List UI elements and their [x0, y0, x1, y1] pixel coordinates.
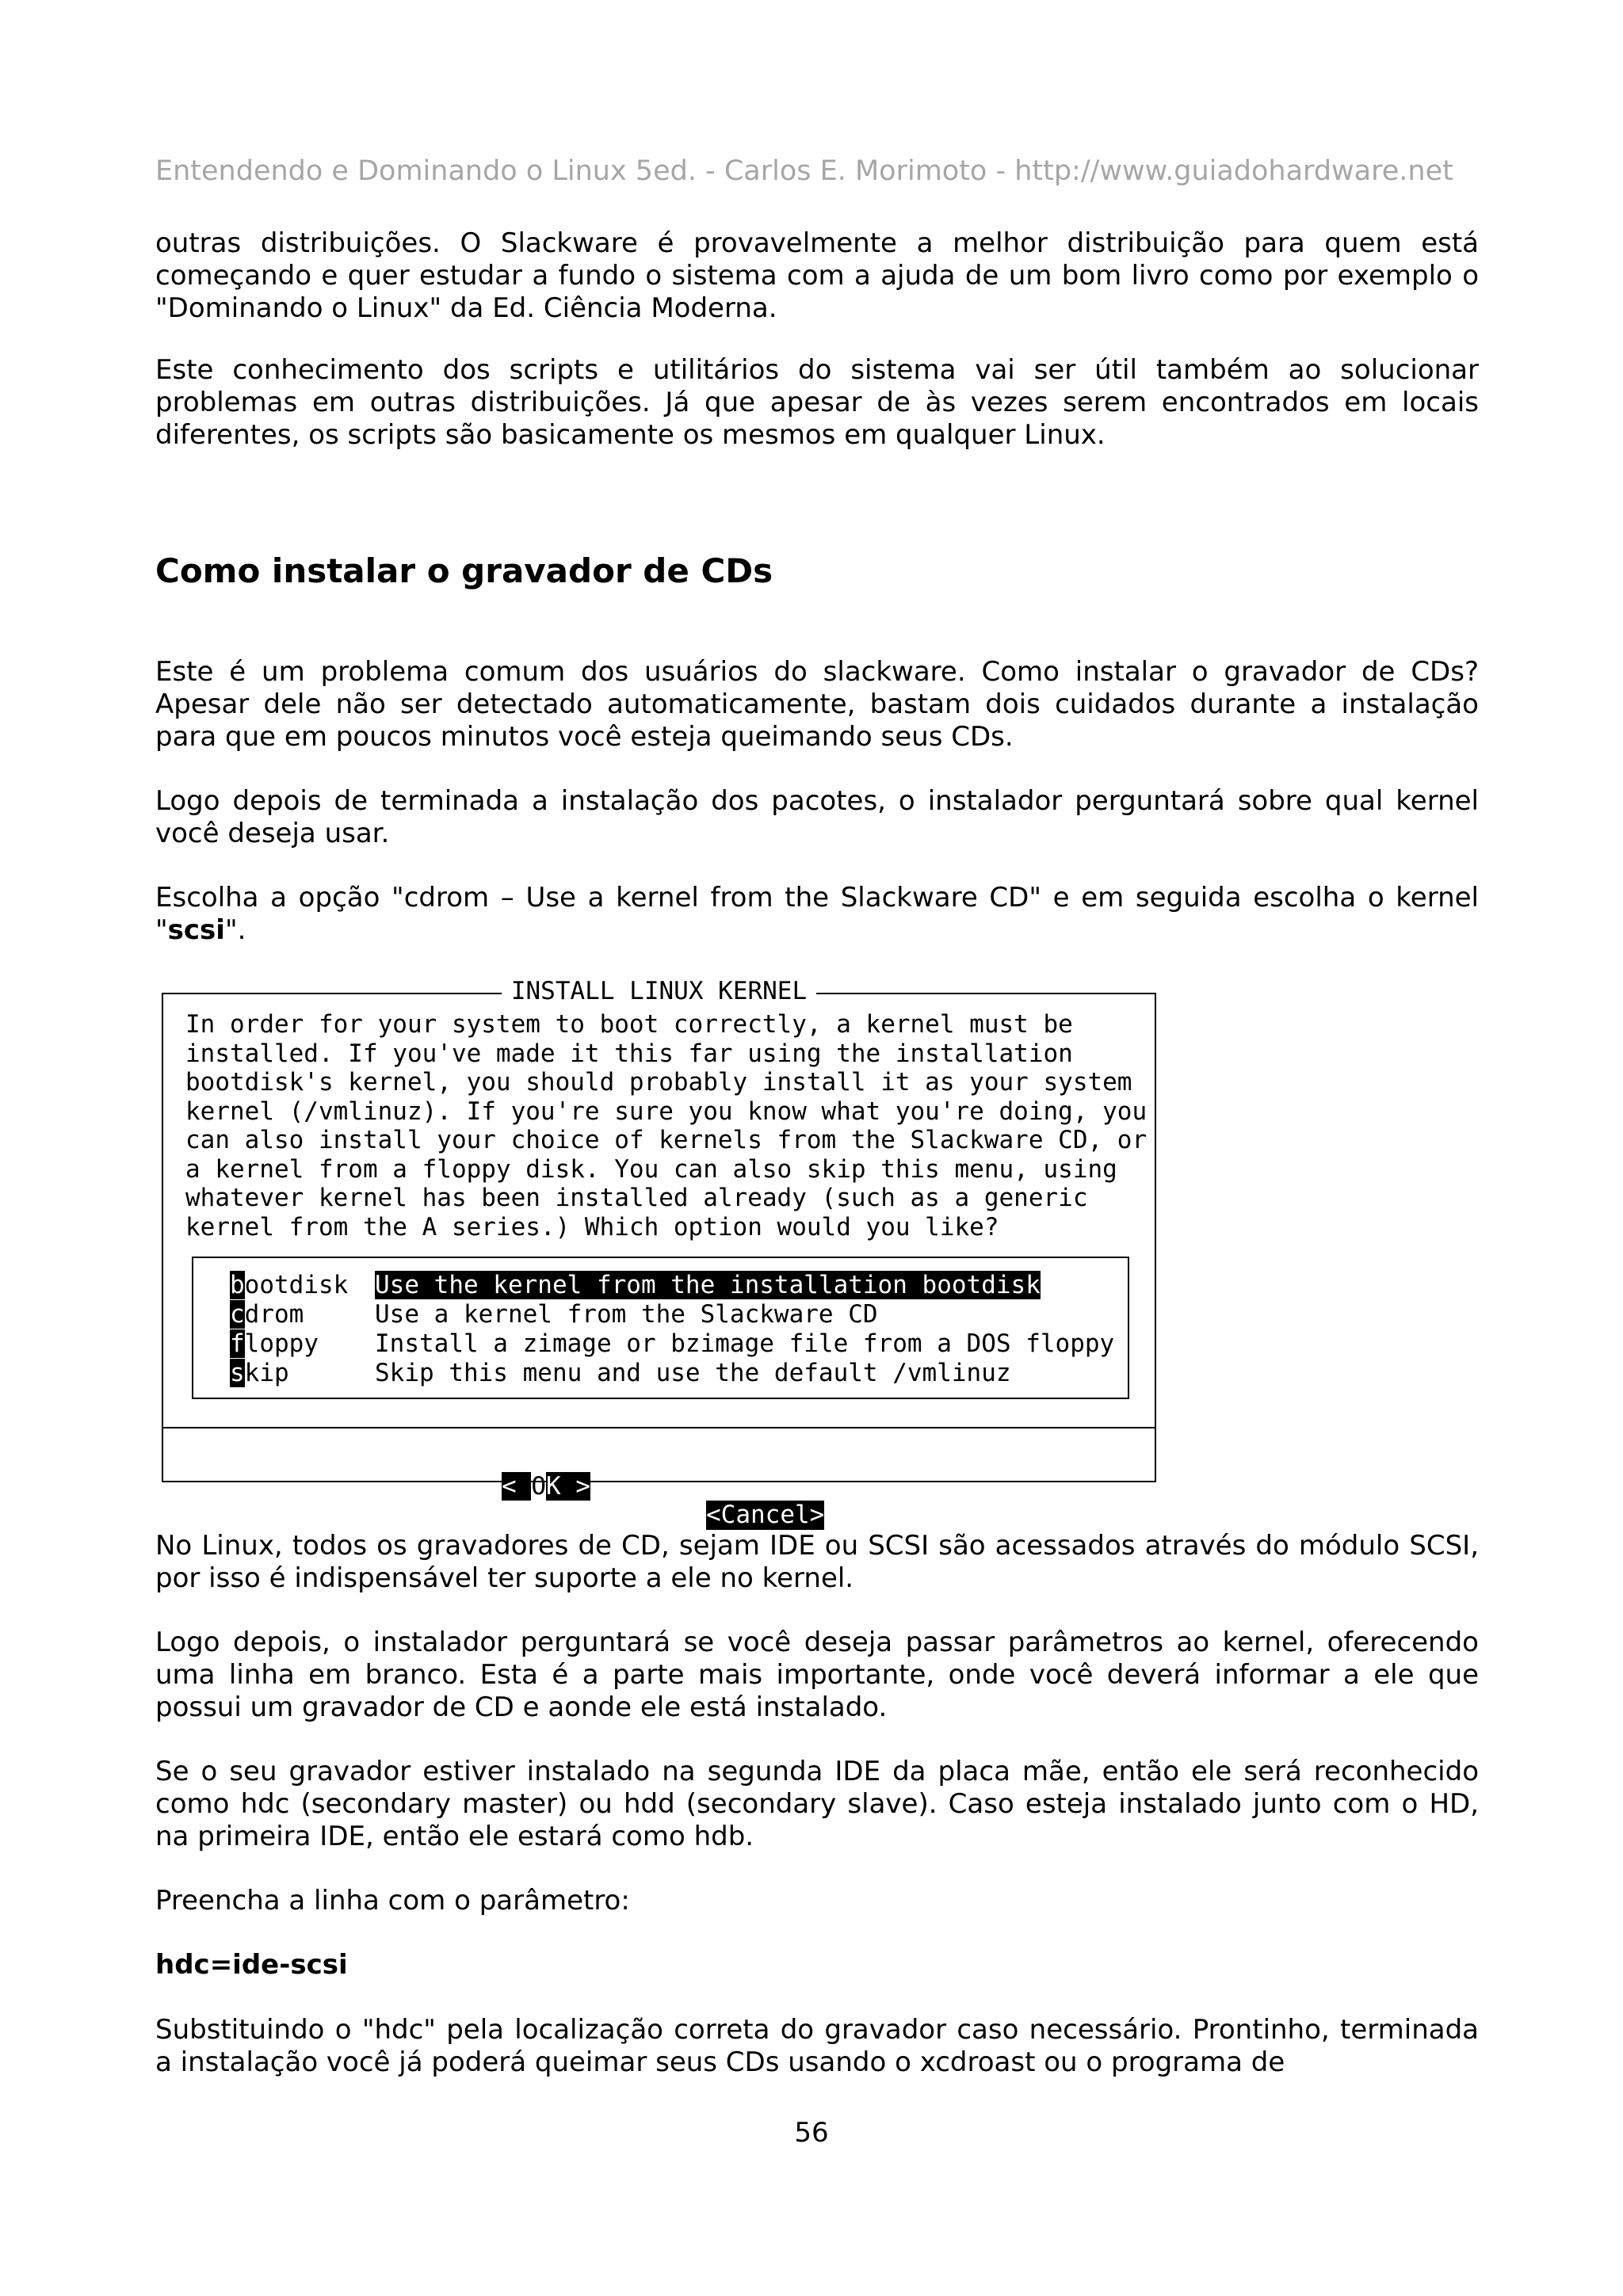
install-kernel-dialog	[162, 977, 1156, 1529]
paragraph-9: Preencha a linha com o parâmetro:	[155, 1885, 630, 1917]
menu-item-floppy[interactable]: floppy Install a zimage or bzimage file from a DOS floppy	[230, 1329, 1115, 1358]
paragraph-4: Logo depois de terminada a instalação dos pacotes, o instalador perguntará sobre qual kernel você deseja usar.	[155, 785, 1479, 849]
dialog-text: In order for your system to boot correctly, a kernel must be installed. If you've made it this far using the installation bootdisk's kernel, you should probably install it as your system kernel (/vmlinuz). If you're sure you know what you're doing, you can also install your choice of kernels from the Slackware CD, or a kernel from a floppy disk. You can also skip this menu, using whatever kernel has been installed already (such as a generic kernel from the A series.) Which option would you like?	[185, 1010, 1148, 1241]
dialog-separator	[163, 1427, 1155, 1428]
menu-item-cdrom[interactable]: cdrom Use a kernel from the Slackware CD	[230, 1300, 878, 1329]
paragraph-7: Logo depois, o instalador perguntará se você deseja passar parâmetros ao kernel, oferecendo uma linha em branco. Esta é a parte mais importante, onde você deverá informar a ele que possui um gravador de CD e aonde ele está instalado.	[155, 1627, 1479, 1723]
menu-item-skip[interactable]: skip Skip this menu and use the default /vmlinuz	[230, 1359, 1011, 1387]
menu-item-bootdisk[interactable]: bootdisk Use the kernel from the installation bootdisk	[230, 1271, 1041, 1299]
cancel-button[interactable]: <Cancel>	[706, 1501, 825, 1529]
paragraph-1: outras distribuições. O Slackware é provavelmente a melhor distribuição para quem está começando e quer estudar a fundo o sistema com a ajuda de um bom livro como por exemplo o "Dominando o Linux" da Ed. Ciência Moderna.	[155, 227, 1479, 324]
paragraph-2: Este conhecimento dos scripts e utilitários do sistema vai ser útil também ao solucionar problemas em outras distribuições. Já que apesar de às vezes serem encontrados em locais diferentes, os scripts são basicamente os mesmos em qualquer Linux.	[155, 354, 1479, 451]
running-header: Entendendo e Dominando o Linux 5ed. - Carlos E. Morimoto - http://www.guiadohardware.net	[155, 155, 1453, 187]
paragraph-5: Escolha a opção "cdrom – Use a kernel from the Slackware CD" e em seguida escolha o kernel "scsi".	[155, 882, 1479, 946]
ok-button[interactable]: < OK >	[502, 1471, 591, 1501]
paragraph-8: Se o seu gravador estiver instalado na segunda IDE da placa mãe, então ele será reconhecido como hdc (secondary master) ou hdd (secondary slave). Caso esteja instalado junto com o HD, na primeira IDE, então ele estará como hdb.	[155, 1756, 1479, 1852]
section-heading: Como instalar o gravador de CDs	[155, 551, 773, 590]
parameter-code: hdc=ide-scsi	[155, 1949, 348, 1981]
paragraph-6: No Linux, todos os gravadores de CD, sejam IDE ou SCSI são acessados através do módulo SCSI, por isso é indispensável ter suporte a ele no kernel.	[155, 1530, 1479, 1594]
page-number: 56	[794, 2117, 829, 2149]
dialog-title: INSTALL LINUX KERNEL	[163, 977, 1155, 1006]
paragraph-11: Substituindo o "hdc" pela localização correta do gravador caso necessário. Prontinho, terminada a instalação você já poderá queimar seus CDs usando o xcdroast ou o programa de	[155, 2014, 1479, 2078]
kernel-options-menu	[192, 1257, 1129, 1399]
paragraph-3: Este é um problema comum dos usuários do slackware. Como instalar o gravador de CDs? Apesar dele não ser detectado automaticamente, bastam dois cuidados durante a instalação para que em poucos minutos você esteja queimando seus CDs.	[155, 656, 1479, 753]
kernel-name-bold: scsi	[167, 914, 225, 946]
